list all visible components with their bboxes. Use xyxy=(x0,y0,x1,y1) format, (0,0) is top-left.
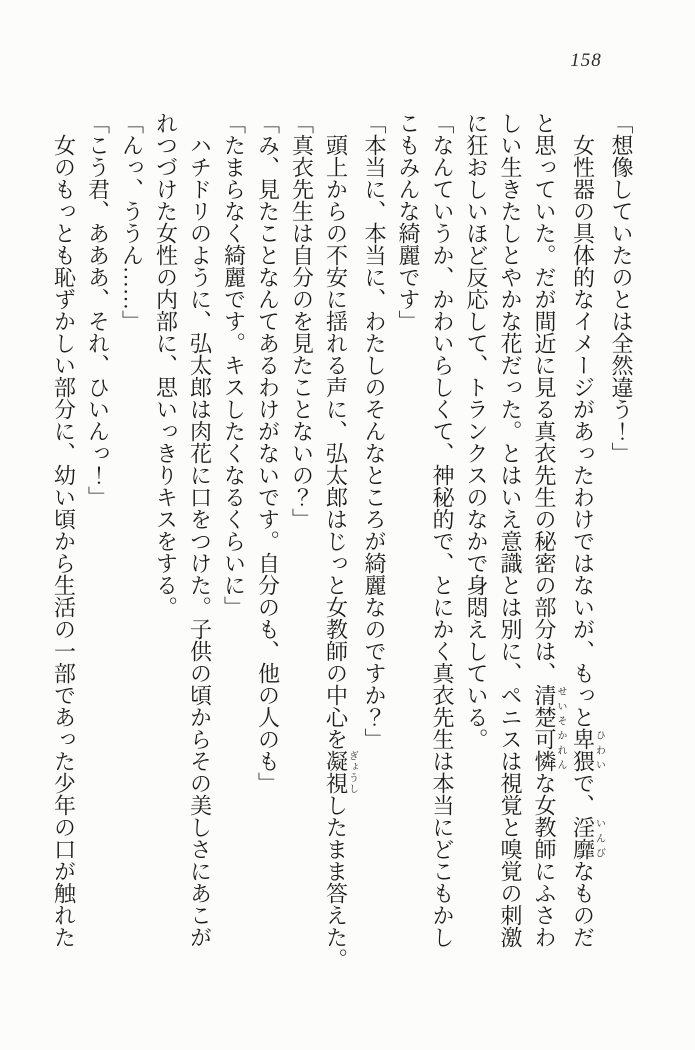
text-line: れつづけた女性の内部に、思いっきりキスをする。 xyxy=(153,112,179,618)
text-line: 女性器の具体的なイメージがあったわけではないが、もっと卑猥ひわいで、淫靡いんびなものだ xyxy=(570,134,605,948)
text-line: 「んっ、ううん……」 xyxy=(119,112,145,332)
text-line: 「こう君、あああ、それ、ひいんっ！」 xyxy=(85,112,111,508)
furigana-ruby: 清楚せいそ xyxy=(532,684,566,728)
furigana-ruby: 淫靡いんび xyxy=(570,816,605,860)
text-line: 「なんていうか、かわいらしくて、神秘的で、とにかく真衣先生は本当にどこもかし xyxy=(430,112,455,948)
text-line: 「み、見たことなんてあるわけがないです。自分のも、他の人のも」 xyxy=(255,112,281,794)
text-line: と思っていた。だが間近に見る真衣先生の秘密の部分は、清楚せいそ可憐かれんな女教師にふさわ xyxy=(532,112,566,948)
text-line: 女のもっとも恥ずかしい部分に、幼い頃から生活の一部であった少年の口が触れた xyxy=(51,134,77,948)
text-line: ハチドリのように、弘太郎は肉花に口をつけた。子供の頃からその美しさにあこが xyxy=(187,134,213,948)
text-line: こもみんな綺麗です」 xyxy=(396,112,421,332)
furigana-ruby: 凝視ぎょうし xyxy=(323,750,358,794)
text-line: 頭上からの不安に揺れる声に、弘太郎はじっと女教師の中心を凝視ぎょうししたまま答えた。 xyxy=(323,134,358,970)
text-block xyxy=(47,112,639,970)
text-line: 「真衣先生は自分のを見たことないの？」 xyxy=(289,112,315,530)
furigana-ruby: 卑猥ひわい xyxy=(570,728,605,772)
text-line: 「たまらなく綺麗です。キスしたくなるくらいに」 xyxy=(221,112,247,618)
page-number: 158 xyxy=(570,50,602,71)
text-line: 「想像していたのとは全然違う！」 xyxy=(609,112,634,464)
text-line: に狂おしいほど反応して、トランクスのなかで身悶えしている。 xyxy=(464,112,489,750)
text-line: 「本当に、本当に、わたしのそんなところが綺麗なのですか？」 xyxy=(362,112,387,750)
text-line: しい生きたしとやかな花だった。とはいえ意識とは別に、ペニスは視覚と嗅覚の刺激 xyxy=(498,112,523,948)
furigana-ruby: 可憐かれん xyxy=(532,728,566,772)
